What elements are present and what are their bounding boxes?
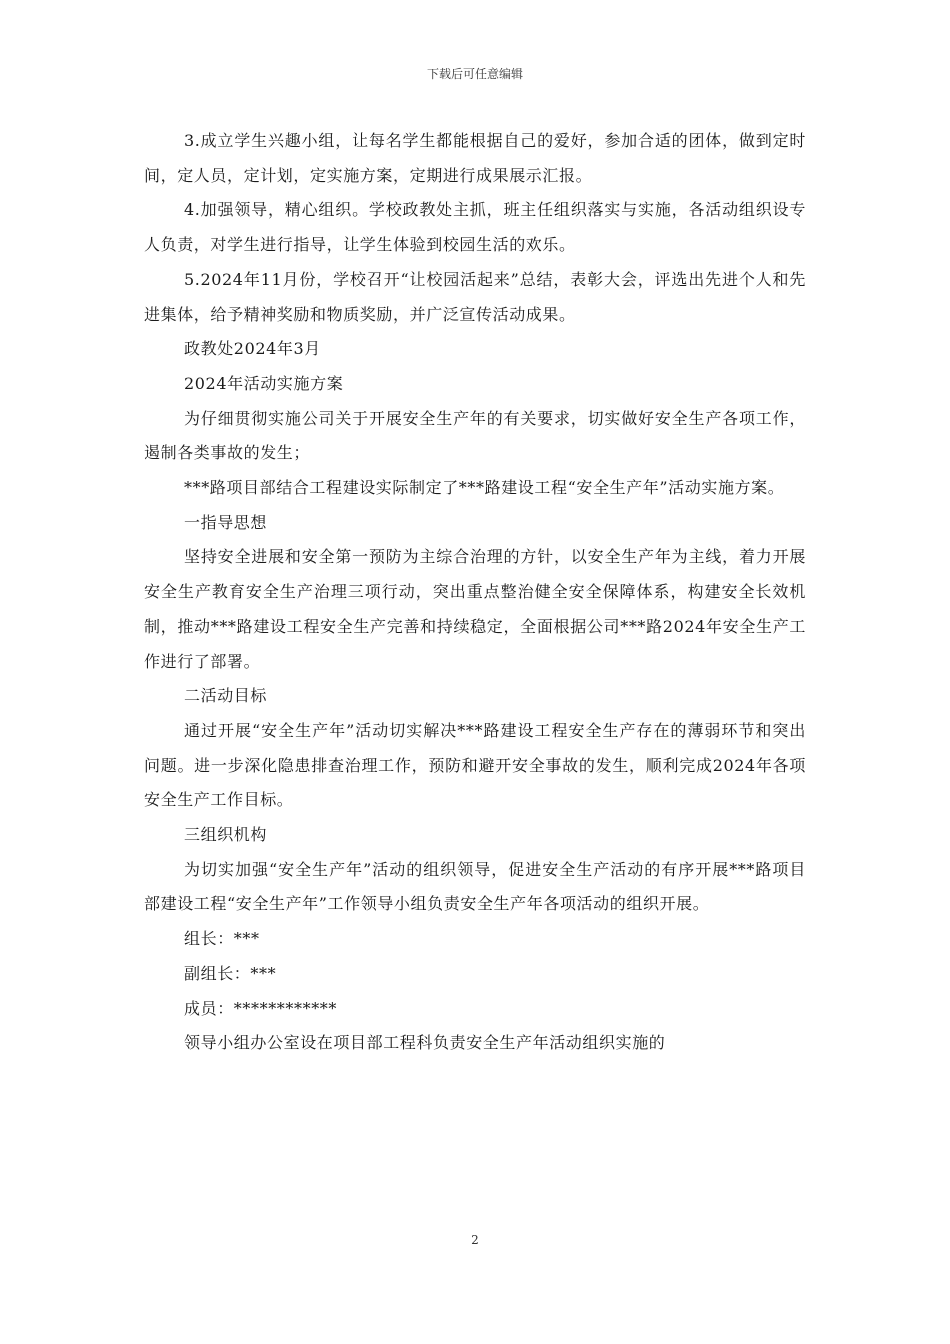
paragraph-item-4: 4.加强领导，精心组织。学校政教处主抓，班主任组织落实与实施，各活动组织设专人负责，对学生进行指导，让学生体验到校园生活的欢乐。 [144, 200, 806, 255]
heading-activity-goal: 二活动目标 [184, 686, 268, 706]
section-title: 2024年活动实施方案 [184, 373, 344, 393]
paragraph-item-5: 5.2024年11月份，学校召开“让校园活起来”总结，表彰大会，评选出先进个人和先进集体，给予精神奖励和物质奖励，并广泛宣传活动成果。 [144, 269, 806, 324]
paragraph-item-3: 3.成立学生兴趣小组，让每名学生都能根据自己的爱好，参加合适的团体，做到定时间，定人员，定计划，定实施方案，定期进行成果展示汇报。 [144, 131, 806, 185]
members-line: 成员：************ [184, 998, 337, 1018]
deputy-leader-line: 副组长：*** [184, 963, 277, 983]
office-paragraph: 领导小组办公室设在项目部工程科负责安全生产年活动组织实施的 [184, 1033, 666, 1053]
organization-paragraph: 为切实加强“安全生产年”活动的组织领导，促进安全生产活动的有序开展***路项目部建设工程“安全生产年”工作领导小组负责安全生产年各项活动的组织开展。 [144, 859, 806, 914]
guiding-thought-paragraph: 坚持安全进展和安全第一预防为主综合治理的方针，以安全生产年为主线，着力开展安全生产教育安全生产治理三项行动，突出重点整治健全安全保障体系，构建安全长效机制，推动***路建设工程安全生产完善和持续稳定，全面根据公司***路2024年安全生产工作进行了部署。 [144, 547, 806, 671]
document-body [144, 124, 806, 1061]
page-number: 2 [471, 1233, 479, 1247]
intro-paragraph: 为仔细贯彻实施公司关于开展安全生产年的有关要求，切实做好安全生产各项工作，遏制各类事故的发生； [144, 408, 806, 463]
group-leader-line: 组长：*** [184, 929, 260, 949]
heading-organization: 三组织机构 [184, 825, 268, 845]
heading-guiding-thought: 一指导思想 [184, 512, 268, 532]
page-header: 下载后可任意编辑 [426, 67, 523, 81]
activity-goal-paragraph: 通过开展“安全生产年”活动切实解决***路建设工程安全生产存在的薄弱环节和突出问题。进一步深化隐患排查治理工作，预防和避开安全事故的发生，顺利完成2024年各项安全生产工作目标。 [144, 720, 806, 810]
intro-paragraph-2: ***路项目部结合工程建设实际制定了***路建设工程“安全生产年”活动实施方案。 [184, 478, 785, 498]
signature-line: 政教处2024年3月 [184, 339, 321, 359]
